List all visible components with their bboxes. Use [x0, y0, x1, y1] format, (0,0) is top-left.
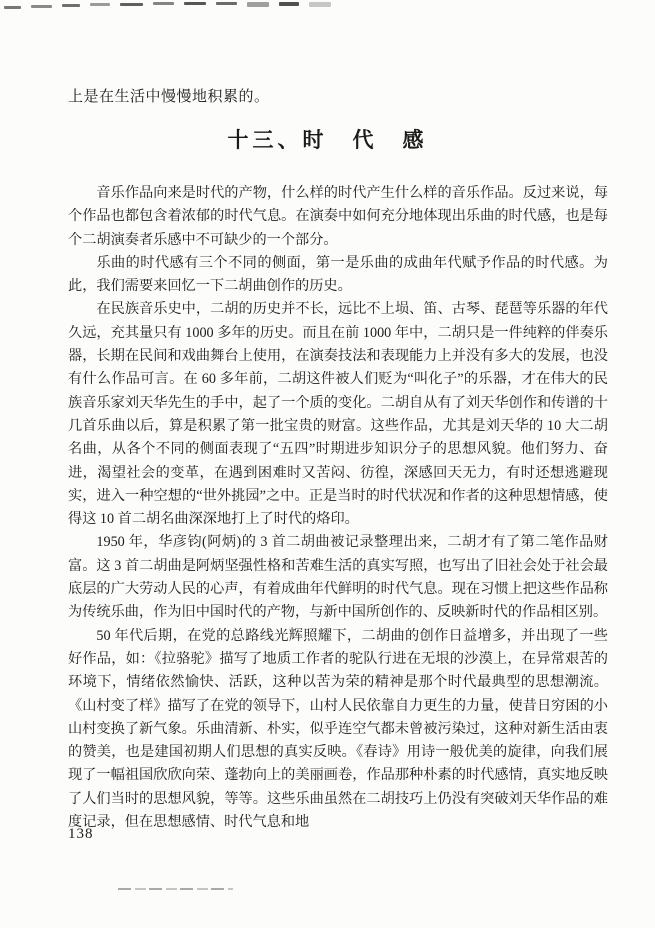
- chapter-title: 十三、时 代 感: [227, 128, 428, 152]
- torn-edge-mark: [247, 2, 269, 7]
- scratch-mark: [118, 888, 233, 890]
- torn-edge-mark: [62, 4, 80, 7]
- torn-edge-marks: [4, 2, 322, 7]
- torn-edge-mark: [90, 3, 110, 6]
- paragraph: 1950 年，华彦钧(阿炳)的 3 首二胡曲被记录整理出来，二胡才有了第二笔作品财富。这 3 首二胡曲是阿炳坚强性格和苦难生活的真实写照，也写出了旧社会处于社会最底层的广大劳动人民的心声，有着成曲年代鲜明的时代气息。现在习惯上把这些作品称为传统乐曲，作为旧中国时代的产物，与新中国所创作的、反映新时代的作品相区别。: [68, 534, 608, 621]
- body-text: [68, 182, 608, 834]
- torn-edge-mark: [216, 2, 237, 5]
- paragraph: 在民族音乐史中，二胡的历史并不长，远比不上埙、笛、古琴、琵琶等乐器的年代久远，充其量只有 1000 多年的历史。而且在前 1000 年中，二胡只是一件纯粹的伴奏乐器，长期在民间和戏曲舞台上使用，在演奏技法和表现能力上并没有多大的发展，也没有什么作品可言。在 60 多年前，二胡这件被人们贬为“叫化子”的乐器，才在伟大的民族音乐家刘天华先生的手中，起了一个质的变化。二胡自从有了刘天华创作和传谱的十几首乐曲以后，算是积累了第一批宝贵的财富。这些作品，尤其是刘天华的 10 大二胡名曲，从各个不同的侧面表现了“五四”时期进步知识分子的思想风貌。他们努力、奋进，渴望社会的变革，在遇到困难时又苦闷、彷徨，深感回天无力，有时还想逃避现实，进入一种空想的“世外挑园”之中。正是当时的时代状况和作者的这种思想情感，使得这 10 首二胡名曲深深地打上了时代的烙印。: [68, 301, 608, 528]
- paragraph: 50 年代后期，在党的总路线光辉照耀下，二胡曲的创作日益增多，并出现了一些好作品，如：《拉骆驼》描写了地质工作者的驼队行进在无垠的沙漠上，在异常艰苦的环境下，情绪依然愉快、活跃，这种以苦为荣的精神是那个时代最典型的思想潮流。《山村变了样》描写了在党的领导下，山村人民依靠自力更生的力量，使昔日穷困的小山村变换了新气象。乐曲清新、朴实，似乎连空气都未曾被污染过，这种对新生活由衷的赞美，也是建国初期人们思想的真实反映。《春诗》用诗一般优美的旋律，向我们展现了一幅祖国欣欣向荣、蓬勃向上的美丽画卷，作品那种朴素的时代感情，真实地反映了人们当时的思想风貌，等等。这些乐曲虽然在二胡技巧上仍没有突破刘天华作品的难度记录，但在思想感情、时代气息和地: [68, 627, 608, 831]
- torn-edge-mark: [279, 2, 299, 6]
- paragraph: 乐曲的时代感有三个不同的侧面，第一是乐曲的成曲年代赋予作品的时代感。为此，我们需要来回忆一下二胡曲创作的历史。: [68, 254, 608, 295]
- carryover-line: 上是在生活中慢慢地积累的。: [68, 89, 270, 105]
- torn-edge-mark: [184, 2, 206, 5]
- torn-edge-mark: [120, 3, 143, 6]
- page-number: 138: [68, 826, 94, 842]
- torn-edge-mark: [309, 2, 331, 7]
- torn-edge-mark: [4, 6, 21, 9]
- paragraph: 音乐作品向来是时代的产物，什么样的时代产生什么样的音乐作品。反过来说，每个作品也都包含着浓郁的时代气息。在演奏中如何充分地体现出乐曲的时代感，也是每个二胡演奏者乐感中不可缺少的一个部分。: [68, 185, 608, 248]
- torn-edge-mark: [153, 2, 174, 5]
- torn-edge-mark: [31, 5, 52, 8]
